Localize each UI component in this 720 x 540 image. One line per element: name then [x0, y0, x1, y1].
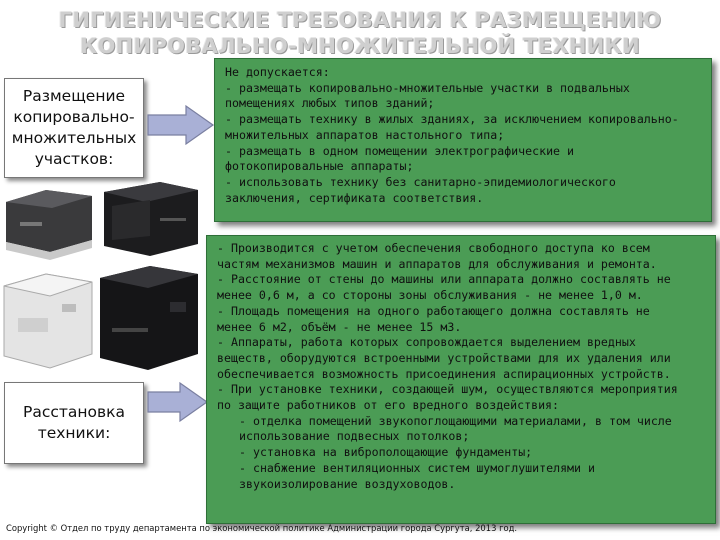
copyright-footer: Copyright © Отдел по труду департамента по экономической политике Администрации города Сургута, 2013 год. — [6, 523, 518, 533]
placement-label-line: Размещение — [22, 87, 126, 105]
arrangement-label-line: техники: — [37, 424, 111, 442]
requirement-line: веществ, оборудуются встроенными устройствами для их удаления или — [217, 350, 671, 365]
prohibition-line: помещениях любых типов зданий; — [225, 96, 435, 111]
printer-image — [100, 266, 198, 370]
prohibition-line: - размещать в одном помещении электрографические и — [225, 143, 575, 158]
arrangement-requirements-panel — [206, 235, 716, 524]
arrangement-label-line: Расстановка — [22, 403, 126, 421]
page-title-line-1: ГИГИЕНИЧЕСКИЕ ТРЕБОВАНИЯ К РАЗМЕЩЕНИЮ — [58, 8, 662, 32]
requirement-line: обеспечивается возможность присоединения аспирационных устройств. — [217, 366, 671, 381]
printer-image — [6, 190, 92, 260]
prohibition-line: Не допускается: — [225, 65, 330, 79]
printer-image — [104, 182, 198, 256]
requirement-line: - При установке техники, создающей шум, осуществляются мероприятия — [217, 382, 678, 397]
placement-label-line: множительных — [11, 129, 137, 147]
arrow-right-icon — [146, 380, 210, 424]
requirement-line: менее 6 м2, объём - не менее 15 м3. — [217, 319, 462, 334]
noise-measure-line: - отделка помещений звукопоглощающими материалами, в том числе — [239, 413, 672, 428]
noise-measure-line: использование подвесных потолков; — [239, 429, 470, 444]
placement-label-box — [4, 78, 144, 178]
noise-measure-line: - снабжение вентиляционных систем шумоглушителями и — [239, 460, 595, 475]
requirement-line: - Аппараты, работа которых сопровождается выделением вредных — [217, 335, 636, 350]
placement-label-line: копировально- — [13, 108, 135, 126]
printer-image — [4, 274, 92, 368]
arrangement-label-box — [4, 382, 144, 464]
requirement-line: - Площадь помещения на одного работающего должна составлять не — [217, 303, 650, 318]
printers-illustration — [0, 178, 202, 380]
prohibition-line: - использовать технику без санитарно-эпидемиологического — [225, 174, 616, 189]
prohibition-line: множительных аппаратов настольного типа; — [225, 127, 505, 142]
page-title-line-2: КОПИРОВАЛЬНО-МНОЖИТЕЛЬНОЙ ТЕХНИКИ — [80, 34, 640, 58]
requirement-line: - Производится с учетом обеспечения свободного доступа ко всем — [217, 241, 650, 255]
noise-measure-line: - установка на виброполощающие фундаменты; — [239, 445, 533, 460]
prohibition-line: - размещать копировально-множительные участки в подвальных — [225, 80, 630, 95]
noise-measure-line: звукоизолирование воздуховодов. — [239, 476, 456, 491]
requirement-line: частям механизмов машин и аппаратов для обслуживания и ремонта. — [217, 256, 657, 271]
requirement-line: менее 0,6 м, а со стороны зоны обслуживания - не менее 1,0 м. — [217, 288, 643, 303]
prohibition-line: фотокопировальные аппараты; — [225, 159, 414, 174]
arrow-right-icon — [146, 104, 216, 146]
placement-label-line: участков: — [34, 150, 114, 168]
prohibition-line: заключения, сертификата соответствия. — [225, 190, 484, 205]
requirement-line: по защите работников от его вредного воздействия: — [217, 398, 560, 413]
prohibition-line: - размещать технику в жилых зданиях, за исключением копировально- — [225, 112, 679, 127]
prohibitions-panel — [214, 58, 712, 222]
requirement-line: - Расстояние от стены до машины или аппарата должно составлять не — [217, 272, 671, 287]
